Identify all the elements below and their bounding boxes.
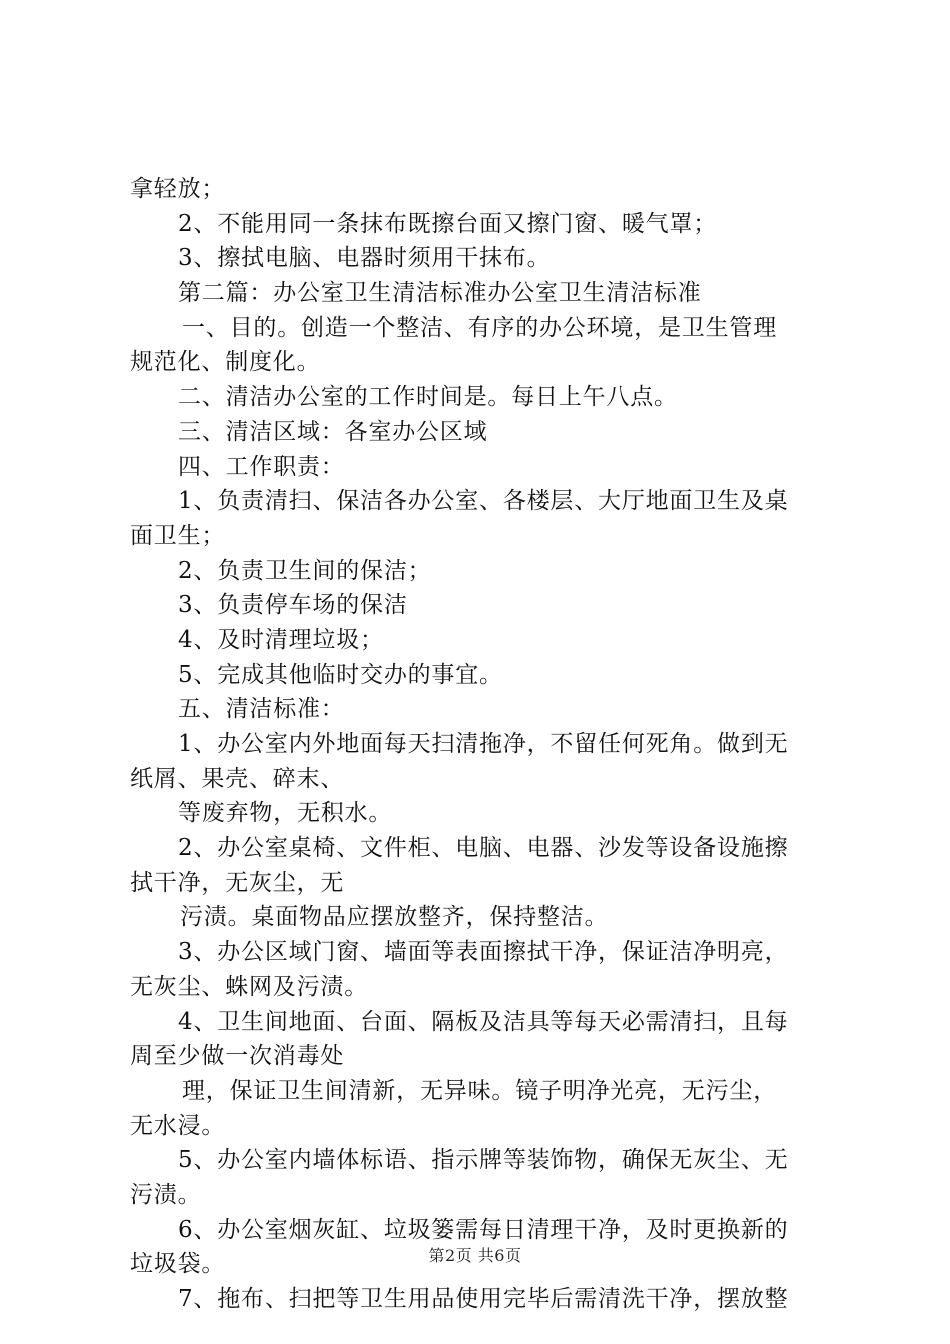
- text-line: 4、及时清理垃圾；: [178, 626, 384, 653]
- section-heading: 第二篇：办公室卫生清洁标准办公室卫生清洁标准: [178, 280, 702, 307]
- text-line: 3、负责停车场的保洁: [178, 592, 408, 619]
- text-line: 6、办公室烟灰缸、垃圾篓需每日清理干净，及时更换新的: [178, 1216, 789, 1243]
- text-line: 一、目的。创造一个整洁、有序的办公环境，是卫生管理: [182, 314, 777, 341]
- text-line: 7、拖布、扫把等卫生用品使用完毕后需清洗干净，摆放整: [178, 1286, 789, 1312]
- text-line: 规范化、制度化。: [130, 349, 321, 376]
- text-line: 理，保证卫生间清新，无异味。镜子明净光亮，无污尘，: [182, 1077, 777, 1104]
- text-line: 无水浸。: [130, 1112, 226, 1139]
- text-line: 污渍。: [130, 1181, 202, 1208]
- text-line: 纸屑、果壳、碎末、: [130, 765, 345, 792]
- document-body: [130, 172, 830, 1317]
- text-line: 4、卫生间地面、台面、隔板及洁具等每天必需清扫，且每: [178, 1008, 789, 1035]
- text-line: 5、办公室内墙体标语、指示牌等装饰物，确保无灰尘、无: [178, 1147, 789, 1174]
- text-line: 2、不能用同一条抹布既擦台面又擦门窗、暖气罩；: [178, 210, 718, 237]
- text-line: 周至少做一次消毒处: [130, 1043, 345, 1070]
- text-line: 拭干净，无灰尘，无: [130, 869, 345, 896]
- text-line: 污渍。桌面物品应摆放整齐，保持整洁。: [180, 904, 609, 931]
- text-line: 面卫生；: [130, 522, 226, 549]
- text-line: 五、清洁标准：: [178, 696, 345, 723]
- text-line: 垃圾袋。: [130, 1251, 226, 1278]
- text-line: 四、工作职责：: [178, 453, 345, 480]
- text-line: 拿轻放；: [130, 176, 226, 202]
- text-line: 3、办公区域门窗、墙面等表面擦拭干净，保证洁净明亮，: [178, 939, 789, 966]
- text-line: 等废弃物，无积水。: [178, 800, 393, 827]
- text-line: 5、完成其他临时交办的事宜。: [178, 661, 503, 688]
- text-line: 无灰尘、蛛网及污渍。: [130, 973, 368, 1000]
- text-line: 二、清洁办公室的工作时间是。每日上午八点。: [178, 384, 678, 411]
- text-line: 1、办公室内外地面每天扫清拖净，不留任何死角。做到无: [178, 731, 789, 757]
- page-footer: 第2页 共6页: [428, 1246, 522, 1265]
- text-line: 2、负责卫生间的保洁；: [178, 557, 432, 584]
- text-line: 1、负责清扫、保洁各办公室、各楼层、大厅地面卫生及桌: [178, 488, 789, 515]
- text-line: 三、清洁区域：各室办公区域: [178, 418, 488, 445]
- text-line: 2、办公室桌椅、文件柜、电脑、电器、沙发等设备设施擦: [178, 835, 789, 862]
- text-line: 3、擦拭电脑、电器时须用干抹布。: [178, 245, 551, 272]
